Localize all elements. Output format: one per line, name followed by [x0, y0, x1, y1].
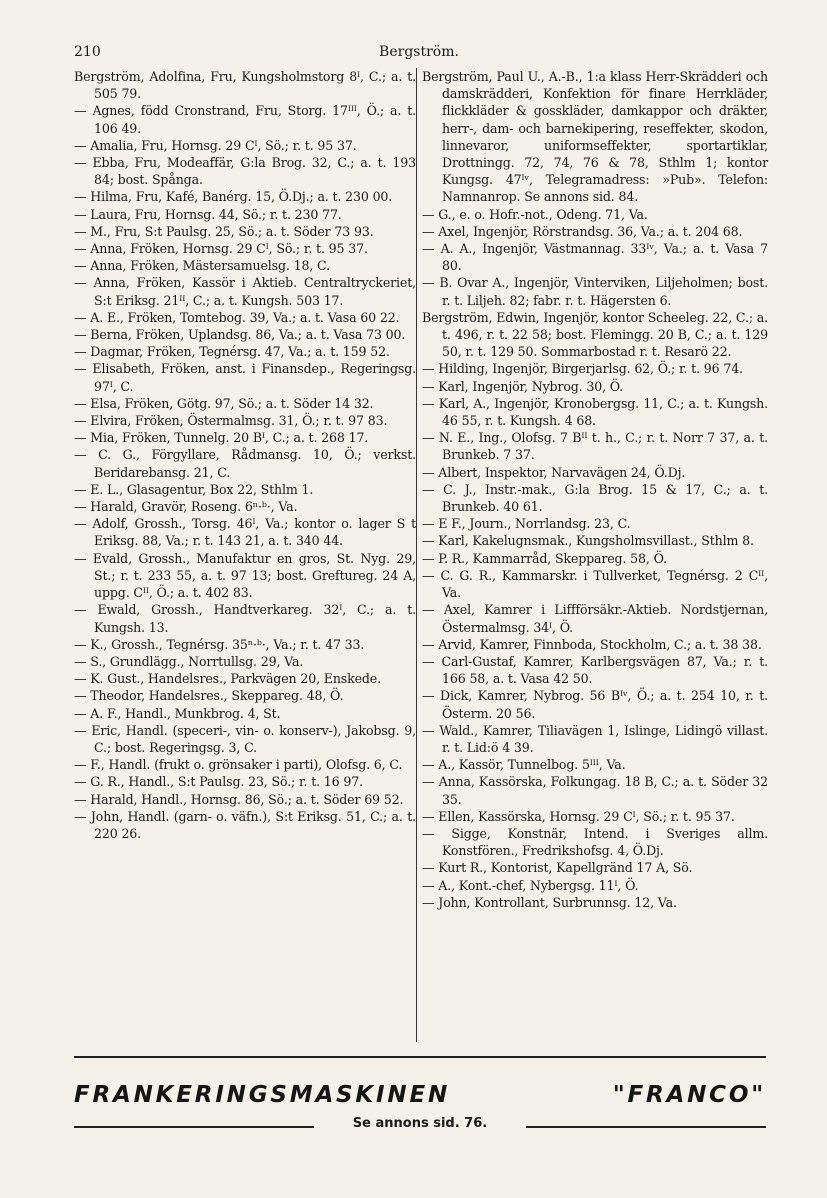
directory-entry: — Berna, Fröken, Uplandsg. 86, Va.; a. t. Vasa 73 00.	[74, 327, 406, 343]
directory-entry: — Kurt R., Kontorist, Kapellgränd 17 A, Sö.	[422, 860, 693, 876]
directory-entry: — Anna, Kassörska, Folkungag. 18 B, C.; a. t. Söder 32 35.	[422, 774, 768, 807]
directory-entry: — Hilding, Ingenjör, Birgerjarlsg. 62, Ö.; r. t. 96 74.	[422, 361, 743, 377]
directory-entry: — John, Handl. (garn- o. väfn.), S:t Eriksg. 51, C.; a. t. 220 26.	[74, 808, 416, 841]
banner-reference: Se annons sid. 76.	[352, 1116, 488, 1131]
directory-entry: — S., Grundlägg., Norrtullsg. 29, Va.	[74, 653, 304, 669]
directory-entry: — N. E., Ing., Olofsg. 7 Bᴵᴵ t. h., C.; r. t. Norr 7 37, a. t. Brunkeb. 7 37.	[422, 430, 768, 463]
directory-entry: — Elvira, Fröken, Östermalmsg. 31, Ö.; r. t. 97 83.	[74, 413, 388, 429]
directory-entry: — Adolf, Grossh., Torsg. 46ᴵ, Va.; kontor o. lager S t Eriksg. 88, Va.; r. t. 143 21, a. t. 340 44.	[74, 516, 416, 549]
directory-entry: — Karl, Kakelugnsmak., Kungsholmsvillast., Sthlm 8.	[422, 533, 754, 549]
directory-entry: — K. Gust., Handelsres., Parkvägen 20, Enskede.	[74, 671, 381, 687]
directory-entry: — K., Grossh., Tegnérsg. 35ⁿ·ᵇ·, Va.; r. t. 47 33.	[74, 636, 365, 652]
directory-entry: — M., Fru, S:t Paulsg. 25, Sö.; a. t. Söder 73 93.	[74, 223, 374, 239]
directory-entry: — P. R., Kammarråd, Skeppareg. 58, Ö.	[422, 550, 667, 566]
directory-entry: — Dagmar, Fröken, Tegnérsg. 47, Va.; a. t. 159 52.	[74, 344, 390, 360]
directory-entry: — Anna, Fröken, Hornsg. 29 Cᴵ, Sö.; r. t. 95 37.	[74, 241, 368, 257]
banner-brand: "FRANCO"	[612, 1082, 766, 1108]
directory-entry: — Eric, Handl. (speceri-, vin- o. konserv-), Jakobsg. 9, C.; bost. Regeringsg. 3, C.	[74, 722, 416, 755]
directory-entry: — Harald, Gravör, Roseng. 6ⁿ·ᵇ·, Va.	[74, 499, 298, 515]
directory-entry: — A., Kassör, Tunnelbog. 5ᴵᴵᴵ, Va.	[422, 757, 626, 773]
directory-entry: — Dick, Kamrer, Nybrog. 56 Bᴵᵛ, Ö.; a. t. 254 10, r. t. Österm. 20 56.	[422, 688, 768, 721]
directory-entry: — A. A., Ingenjör, Västmannag. 33ᴵᵛ, Va.; a. t. Vasa 7 80.	[422, 241, 768, 274]
directory-entry: Bergström, Adolfina, Fru, Kungsholmstorg 8ᴵ, C.; a. t. 505 79.	[74, 69, 416, 102]
directory-entry: — Evald, Grossh., Manufaktur en gros, St. Nyg. 29, St.; r. t. 233 55, a. t. 97 13; bost. Greftureg. 24 A, uppg. Cᴵᴵ, Ö.; a. t. 402 83.	[74, 550, 416, 601]
directory-entry: — Mia, Fröken, Tunnelg. 20 Bᴵ, C.; a. t. 268 17.	[74, 430, 369, 446]
directory-entry: — Wald., Kamrer, Tiliavägen 1, Islinge, Lidingö villast. r. t. Lid:ö 4 39.	[422, 722, 768, 755]
directory-entry: — C. G., Förgyllare, Rådmansg. 10, Ö.; verkst. Beridarebansg. 21, C.	[74, 447, 416, 480]
directory-entry: — Hilma, Fru, Kafé, Banérg. 15, Ö.Dj.; a. t. 230 00.	[74, 189, 393, 205]
directory-entry: — Arvid, Kamrer, Finnboda, Stockholm, C.; a. t. 38 38.	[422, 636, 762, 652]
directory-entry: Bergström, Paul U., A.-B., 1:a klass Herr-Skrädderi och damskrädderi, Konfektion för finare Herrkläder, flickkläder & gosskläder, damkappor och dräkter, herr-, dam- och barnekipering, reseffekter, skodon, linnevaror, uniformseffekter, sportartiklar, Drottningg. 72, 74, 76 & 78, Sthlm 1; kontor Kungsg. 47ᴵᵛ, Telegramadress: »Pub». Telefon: Namnanrop. Se annons sid. 84.	[422, 69, 768, 205]
directory-entry: — Karl, Ingenjör, Nybrog. 30, Ö.	[422, 378, 624, 394]
left-column	[74, 68, 416, 842]
directory-entry: — A. F., Handl., Munkbrog. 4, St.	[74, 705, 281, 721]
directory-entry: — Elsa, Fröken, Götg. 97, Sö.; a. t. Söder 14 32.	[74, 395, 374, 411]
directory-entry: — John, Kontrollant, Surbrunnsg. 12, Va.	[422, 894, 677, 910]
directory-entry: — Anna, Fröken, Kassör i Aktieb. Centraltryckeriet, S:t Eriksg. 21ᴵᴵ, C.; a. t. Kungsh. 503 17.	[74, 275, 416, 308]
directory-entry: — Karl, A., Ingenjör, Kronobergsg. 11, C.; a. t. Kungsh. 46 55, r. t. Kungsh. 4 68.	[422, 395, 768, 429]
right-column	[422, 68, 768, 911]
directory-entry: — E. L., Glasagentur, Box 22, Sthlm 1.	[74, 481, 314, 497]
directory-entry: — Axel, Ingenjör, Rörstrandsg. 36, Va.; a. t. 204 68.	[422, 223, 743, 239]
directory-entry: — A., Kont.-chef, Nybergsg. 11ᴵ, Ö.	[422, 877, 639, 893]
running-head: Bergström.	[379, 44, 459, 60]
directory-entry: — Axel, Kamrer i Liffförsäkr.-Aktieb. Nordstjernan, Östermalmsg. 34ᴵ, Ö.	[422, 602, 768, 635]
banner-subline	[74, 1116, 766, 1136]
directory-entry: — Sigge, Konstnär, Intend. i Sveriges allm. Konstfören., Fredrikshofsg. 4, Ö.Dj.	[422, 825, 768, 859]
banner-rule	[74, 1056, 766, 1058]
column-divider	[416, 68, 417, 1042]
page-header	[74, 44, 764, 64]
directory-entry: — G. R., Handl., S:t Paulsg. 23, Sö.; r. t. 16 97.	[74, 774, 363, 790]
directory-entry: — B. Ovar A., Ingenjör, Vinterviken, Liljeholmen; bost. r. t. Liljeh. 82; fabr. r. t. Hägersten 6.	[422, 275, 768, 308]
directory-entry: — A. E., Fröken, Tomtebog. 39, Va.; a. t. Vasa 60 22.	[74, 309, 400, 325]
page-number: 210	[74, 44, 101, 60]
directory-entry: — Harald, Handl., Hornsg. 86, Sö.; a. t. Söder 69 52.	[74, 791, 404, 807]
directory-entry: — Albert, Inspektor, Narvavägen 24, Ö.Dj.	[422, 464, 686, 480]
directory-entry: — E F., Journ., Norrlandsg. 23, C.	[422, 516, 631, 532]
directory-entry: — Elisabeth, Fröken, anst. i Finansdep., Regeringsg. 97ᴵ, C.	[74, 361, 416, 394]
directory-entry: — Anna, Fröken, Mästersamuelsg. 18, C.	[74, 258, 330, 274]
banner-title: FRANKERINGSMASKINEN	[74, 1082, 451, 1108]
directory-entry: — F., Handl. (frukt o. grönsaker i parti), Olofsg. 6, C.	[74, 757, 403, 773]
directory-entry: — Laura, Fru, Hornsg. 44, Sö.; r. t. 230 77.	[74, 206, 342, 222]
directory-entry: — Amalia, Fru, Hornsg. 29 Cᴵ, Sö.; r. t. 95 37.	[74, 137, 357, 153]
directory-entry: — G., e. o. Hofr.-not., Odeng. 71, Va.	[422, 206, 648, 222]
directory-entry: — Agnes, född Cronstrand, Fru, Storg. 17ᴵᴵᴵ, Ö.; a. t. 106 49.	[74, 103, 416, 136]
directory-entry: — Ebba, Fru, Modeaffär, G:la Brog. 32, C.; a. t. 193 84; bost. Spånga.	[74, 155, 416, 188]
directory-entry: — Ellen, Kassörska, Hornsg. 29 Cᴵ, Sö.; r. t. 95 37.	[422, 808, 735, 824]
directory-entry: — Theodor, Handelsres., Skeppareg. 48, Ö.	[74, 688, 344, 704]
directory-entry: — Ewald, Grossh., Handtverkareg. 32ᴵ, C.; a. t. Kungsh. 13.	[74, 602, 416, 635]
directory-entry: Bergström, Edwin, Ingenjör, kontor Scheeleg. 22, C.; a. t. 496, r. t. 22 58; bost. Flemingg. 20 B, C.; a. t. 129 50, r. t. 129 50. Sommarbostad r. t. Resarö 22.	[422, 309, 768, 360]
directory-entry: — C. G. R., Kammarskr. i Tullverket, Tegnérsg. 2 Cᴵᴵ, Va.	[422, 567, 768, 601]
directory-entry: — C. J., Instr.-mak., G:la Brog. 15 & 17, C.; a. t. Brunkeb. 40 61.	[422, 481, 768, 515]
directory-entry: — Carl-Gustaf, Kamrer, Karlbergsvägen 87, Va.; r. t. 166 58, a. t. Vasa 42 50.	[422, 653, 768, 687]
ornament-line-right	[526, 1126, 766, 1128]
